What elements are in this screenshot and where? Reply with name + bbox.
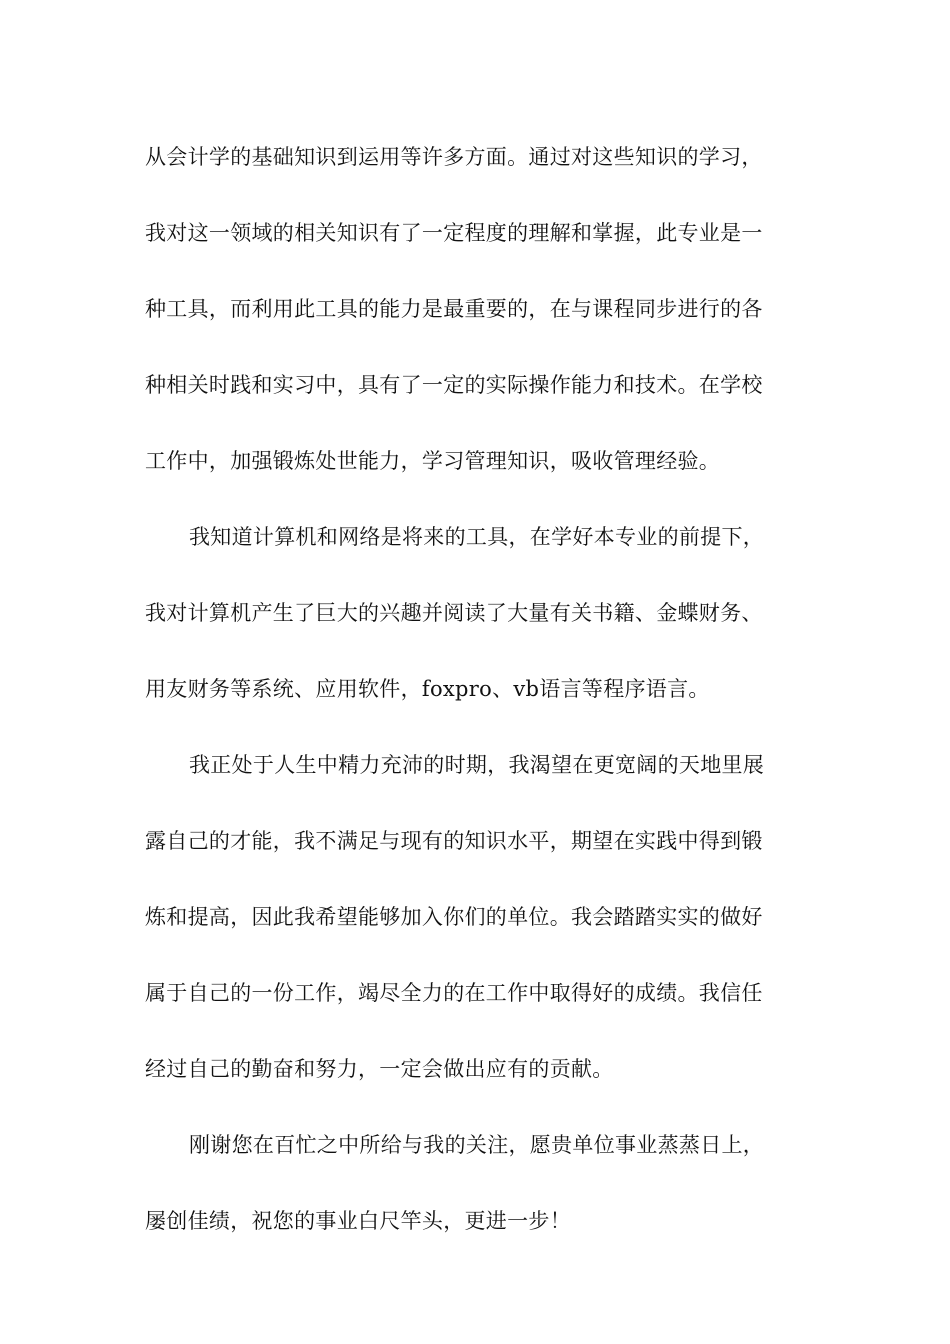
text-line: 经过自己的勤奋和努力，一定会做出应有的贡献。	[145, 1057, 614, 1081]
paragraph-start-line: 我正处于人生中精力充沛的时期，我渴望在更宽阔的天地里展	[189, 753, 765, 777]
paragraph-start-line: 刚谢您在百忙之中所给与我的关注，愿贵单位事业蒸蒸日上，	[189, 1133, 765, 1157]
text-line: 属于自己的一份工作，竭尽全力的在工作中取得好的成绩。我信任	[145, 981, 763, 1005]
text-line: 露自己的才能，我不满足与现有的知识水平，期望在实践中得到锻	[145, 829, 763, 853]
text-line: 工作中，加强锻炼处世能力，学习管理知识，吸收管理经验。	[145, 449, 721, 473]
text-line: 我对这一领域的相关知识有了一定程度的理解和掌握，此专业是一	[145, 221, 763, 245]
text-line: 屡创佳绩，祝您的事业白尺竿头，更进一步！	[145, 1209, 571, 1233]
text-line: 种工具，而利用此工具的能力是最重要的，在与课程同步进行的各	[145, 297, 763, 321]
text-line: 从会计学的基础知识到运用等许多方面。通过对这些知识的学习，	[145, 145, 763, 169]
paragraph-start-line: 我知道计算机和网络是将来的工具，在学好本专业的前提下，	[189, 525, 765, 549]
text-line: 炼和提高，因此我希望能够加入你们的单位。我会踏踏实实的做好	[145, 905, 763, 929]
text-line: 用友财务等系统、应用软件，foxpro、vb语言等程序语言。	[145, 677, 710, 701]
text-line: 种相关时践和实习中，具有了一定的实际操作能力和技术。在学校	[145, 373, 763, 397]
text-line: 我对计算机产生了巨大的兴趣并阅读了大量有关书籍、金蝶财务、	[145, 601, 763, 625]
document-body	[145, 128, 815, 1268]
